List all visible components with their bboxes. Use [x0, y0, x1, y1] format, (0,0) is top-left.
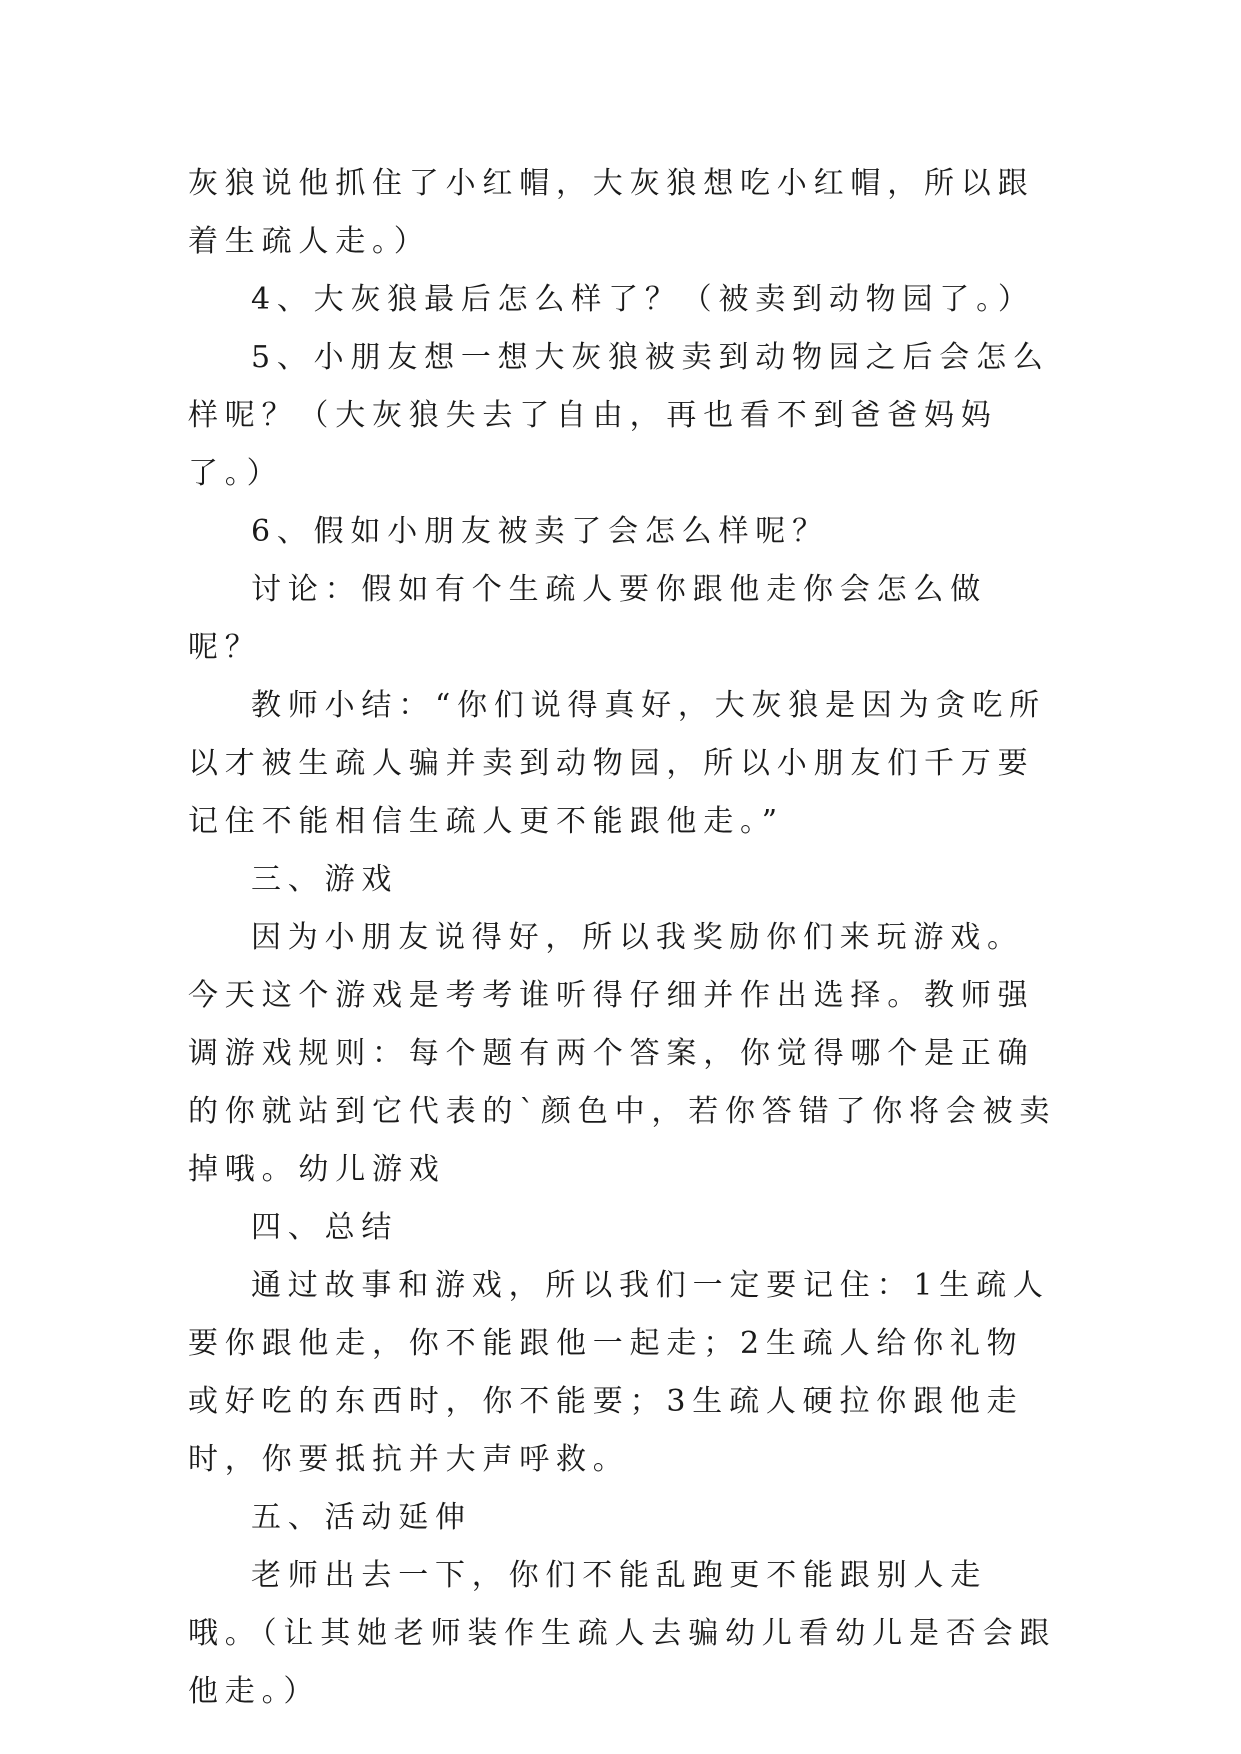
paragraph-question-5: 5、小朋友想一想大灰狼被卖到动物园之后会怎么样呢？（大灰狼失去了自由，再也看不到爸爸妈妈了。）: [188, 340, 1050, 491]
paragraph-story-continuation: 灰狼说他抓住了小红帽，大灰狼想吃小红帽，所以跟着生疏人走。）: [188, 166, 1035, 259]
section-heading-game: 三、游戏: [251, 862, 399, 897]
paragraph-question-4: 4、大灰狼最后怎么样了？（被卖到动物园了。）: [251, 282, 1035, 317]
section-heading-extension: 五、活动延伸: [251, 1500, 472, 1535]
paragraph-discussion: 讨论：假如有个生疏人要你跟他走你会怎么做呢？: [188, 572, 987, 665]
section-heading-summary: 四、总结: [251, 1210, 399, 1245]
document-page: [188, 155, 1060, 1721]
paragraph-teacher-summary: 教师小结：“你们说得真好，大灰狼是因为贪吃所以才被生疏人骗并卖到动物园，所以小朋友们千万要记住不能相信生疏人更不能跟他走。”: [188, 688, 1046, 839]
paragraph-summary-points: 通过故事和游戏，所以我们一定要记住：1生疏人要你跟他走，你不能跟他一起走；2生疏人给你礼物或好吃的东西时，你不能要；3生疏人硬拉你跟他走时，你要抵抗并大声呼救。: [188, 1268, 1050, 1477]
paragraph-game-rules: 因为小朋友说得好，所以我奖励你们来玩游戏。今天这个游戏是考考谁听得仔细并作出选择。教师强调游戏规则：每个题有两个答案，你觉得哪个是正确的你就站到它代表的`颜色中，若你答错了你将会被卖掉哦。幼儿游戏: [188, 920, 1057, 1187]
paragraph-extension-activity: 老师出去一下，你们不能乱跑更不能跟别人走哦。（让其她老师装作生疏人去骗幼儿看幼儿是否会跟他走。）: [188, 1558, 1057, 1709]
paragraph-question-6: 6、假如小朋友被卖了会怎么样呢？: [251, 514, 829, 549]
